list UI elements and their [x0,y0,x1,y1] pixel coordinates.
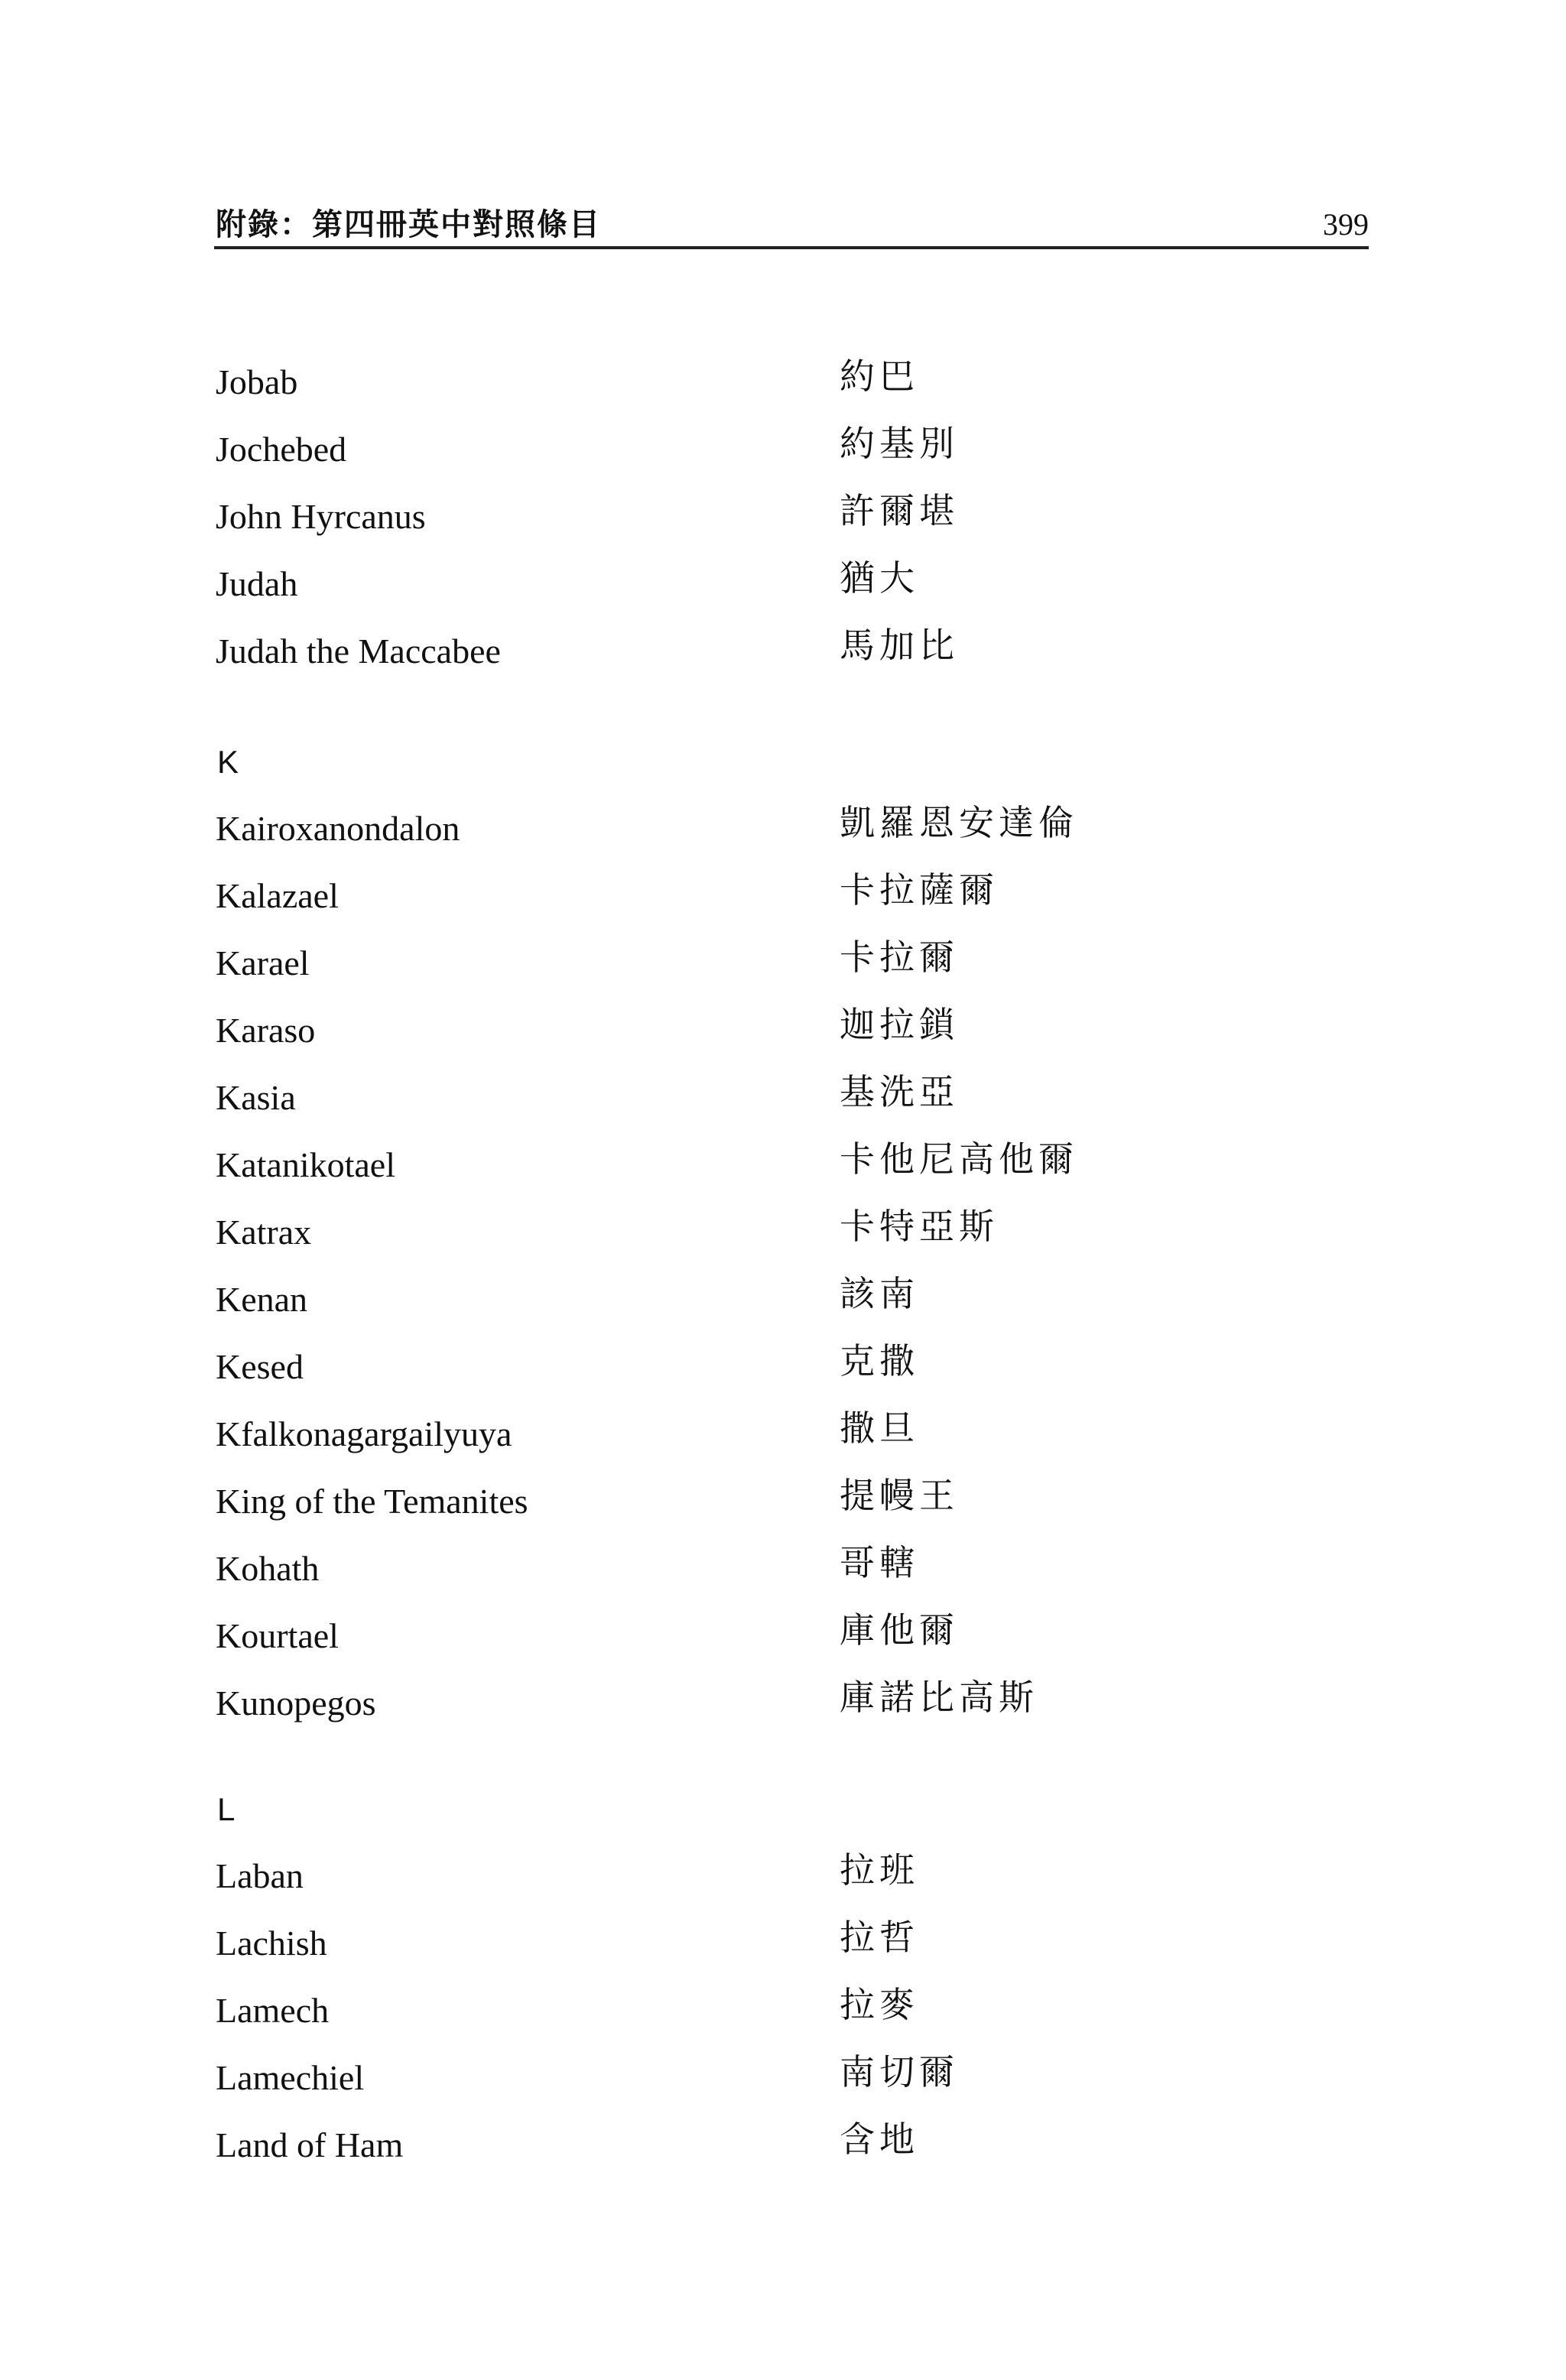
glossary-entry [216,937,1210,1008]
chinese-term: 提幔王 [840,1475,959,1516]
chinese-term: 凱羅恩安達倫 [840,802,1078,843]
page-number: 399 [1323,207,1369,242]
chinese-term: 拉麥 [840,1984,919,2025]
running-title: 附錄：第四冊英中對照條目 [216,207,601,242]
english-term: Laban [216,1856,304,1895]
glossary-entry [216,1849,1210,1921]
glossary-entry [216,1984,1210,2055]
glossary-entry [216,1138,1210,1209]
glossary-entry [216,2119,1210,2190]
chinese-term: 猶大 [840,557,919,599]
english-term: Kfalkonagargailyuya [216,1414,512,1453]
glossary-entry [216,356,1210,427]
english-term: Lamech [216,1991,330,2030]
english-term: Katrax [216,1213,312,1252]
glossary-entry [216,1408,1210,1479]
english-term: Kohath [216,1549,320,1588]
glossary-entry [216,1206,1210,1277]
glossary-entry [216,490,1210,561]
english-term: Karael [216,943,310,982]
english-term: Kenan [216,1280,308,1319]
page-header [216,193,1369,246]
glossary-entry [216,1475,1210,1546]
chinese-term: 卡拉爾 [840,937,959,978]
section-l [216,1849,1210,2190]
english-term: Karaso [216,1011,316,1050]
chinese-term: 庫他爾 [840,1609,959,1651]
chinese-term: 該南 [840,1273,919,1314]
english-term: Kalazael [216,876,339,915]
chinese-term: 庫諾比高斯 [840,1677,1038,1718]
english-term: Judah [216,564,298,603]
english-term: Kasia [216,1078,296,1117]
english-term: Lamechiel [216,2058,365,2097]
section-j [216,356,1210,696]
chinese-term: 許爾堪 [840,490,959,531]
glossary-entry [216,1677,1210,1748]
glossary-entry [216,1609,1210,1680]
glossary-entry [216,1340,1210,1411]
section-letter-l: L [217,1791,236,1827]
glossary-entry [216,625,1210,696]
glossary-entry [216,557,1210,628]
english-term: Land of Ham [216,2125,404,2164]
glossary-entry [216,1071,1210,1142]
chinese-term: 南切爾 [840,2051,959,2093]
chinese-term: 約巴 [840,356,919,397]
glossary-entry [216,2051,1210,2122]
english-term: King of the Temanites [216,1482,528,1521]
glossary-entry [216,423,1210,494]
english-term: Jobab [216,362,298,401]
chinese-term: 拉哲 [840,1917,919,1958]
english-term: Kesed [216,1347,304,1386]
section-letter-k: K [217,744,239,780]
header-rule [214,246,1369,249]
english-term: Katanikotael [216,1145,396,1184]
chinese-term: 含地 [840,2119,919,2160]
english-term: Kourtael [216,1616,339,1655]
glossary-entry [216,1004,1210,1075]
glossary-entry [216,802,1210,873]
chinese-term: 撒旦 [840,1408,919,1449]
glossary-entry [216,869,1210,940]
chinese-term: 卡拉薩爾 [840,869,999,911]
chinese-term: 卡他尼高他爾 [840,1138,1078,1180]
glossary-entry [216,1542,1210,1613]
chinese-term: 馬加比 [840,625,959,666]
glossary-entry [216,1917,1210,1988]
english-term: Kunopegos [216,1684,376,1722]
section-k [216,802,1210,1748]
chinese-term: 約基別 [840,423,959,464]
chinese-term: 卡特亞斯 [840,1206,999,1247]
glossary-entry [216,1273,1210,1344]
english-term: Judah the Maccabee [216,632,501,670]
chinese-term: 拉班 [840,1849,919,1891]
chinese-term: 哥轄 [840,1542,919,1583]
english-term: John Hyrcanus [216,497,426,536]
chinese-term: 迦拉鎖 [840,1004,959,1045]
english-term: Lachish [216,1924,327,1963]
english-term: Jochebed [216,430,347,469]
chinese-term: 基洗亞 [840,1071,959,1112]
chinese-term: 克撒 [840,1340,919,1382]
english-term: Kairoxanondalon [216,809,460,848]
